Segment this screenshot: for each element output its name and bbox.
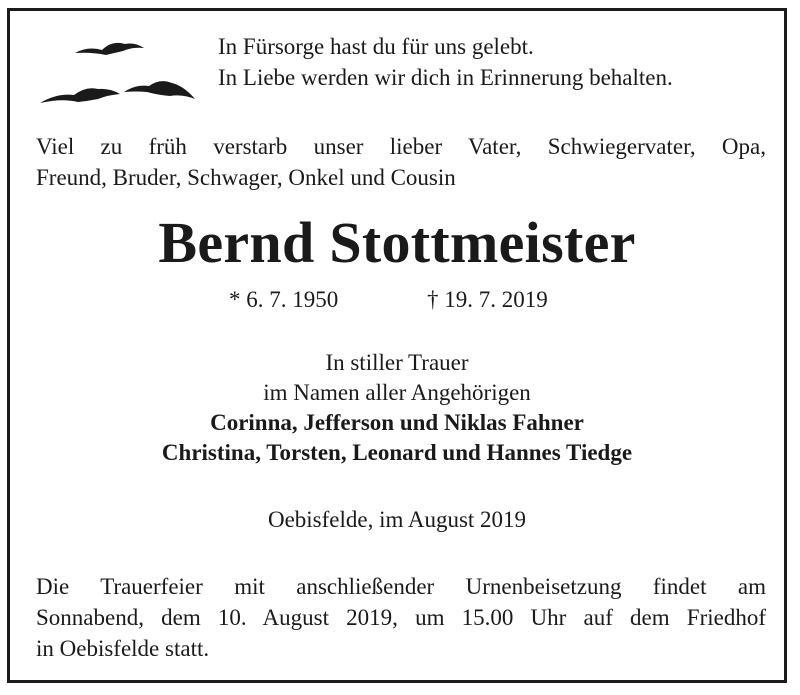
place-and-date: Oebisfelde, im August 2019: [267, 507, 527, 532]
mourning-line: im Namen aller Angehörigen: [263, 380, 531, 405]
mourners-block: [10, 348, 784, 468]
funeral-information: [36, 571, 766, 664]
death-announcement-intro: [36, 131, 766, 193]
death-date: † 19. 7. 2019: [427, 287, 548, 312]
funeral-line: in Oebisfelde statt.: [36, 636, 210, 661]
flying-birds-icon: [32, 31, 207, 111]
funeral-line: Sonnabend, dem 10. August 2019, um 15.00 Uhr auf dem Friedhof: [36, 605, 766, 630]
poem-line: In Liebe werden wir dich in Erinnerung behalten.: [218, 65, 673, 90]
mourner-names: Corinna, Jefferson und Niklas Fahner: [210, 410, 584, 435]
intro-line: Freund, Bruder, Schwager, Onkel und Cousin: [36, 165, 456, 190]
mourning-line: In stiller Trauer: [325, 350, 469, 375]
obituary-notice: [7, 8, 787, 683]
intro-line: Viel zu früh verstarb unser lieber Vater, Schwiegervater, Opa,: [36, 134, 766, 159]
birth-date: * 6. 7. 1950: [229, 287, 339, 312]
memorial-poem: [218, 31, 673, 93]
funeral-line: Die Trauerfeier mit anschließender Urnenbeisetzung findet am: [36, 574, 766, 599]
poem-line: In Fürsorge hast du für uns gelebt.: [218, 34, 534, 59]
mourner-names: Christina, Torsten, Leonard und Hannes Tiedge: [161, 440, 633, 465]
deceased-name: Bernd Stottmeister: [158, 210, 636, 275]
